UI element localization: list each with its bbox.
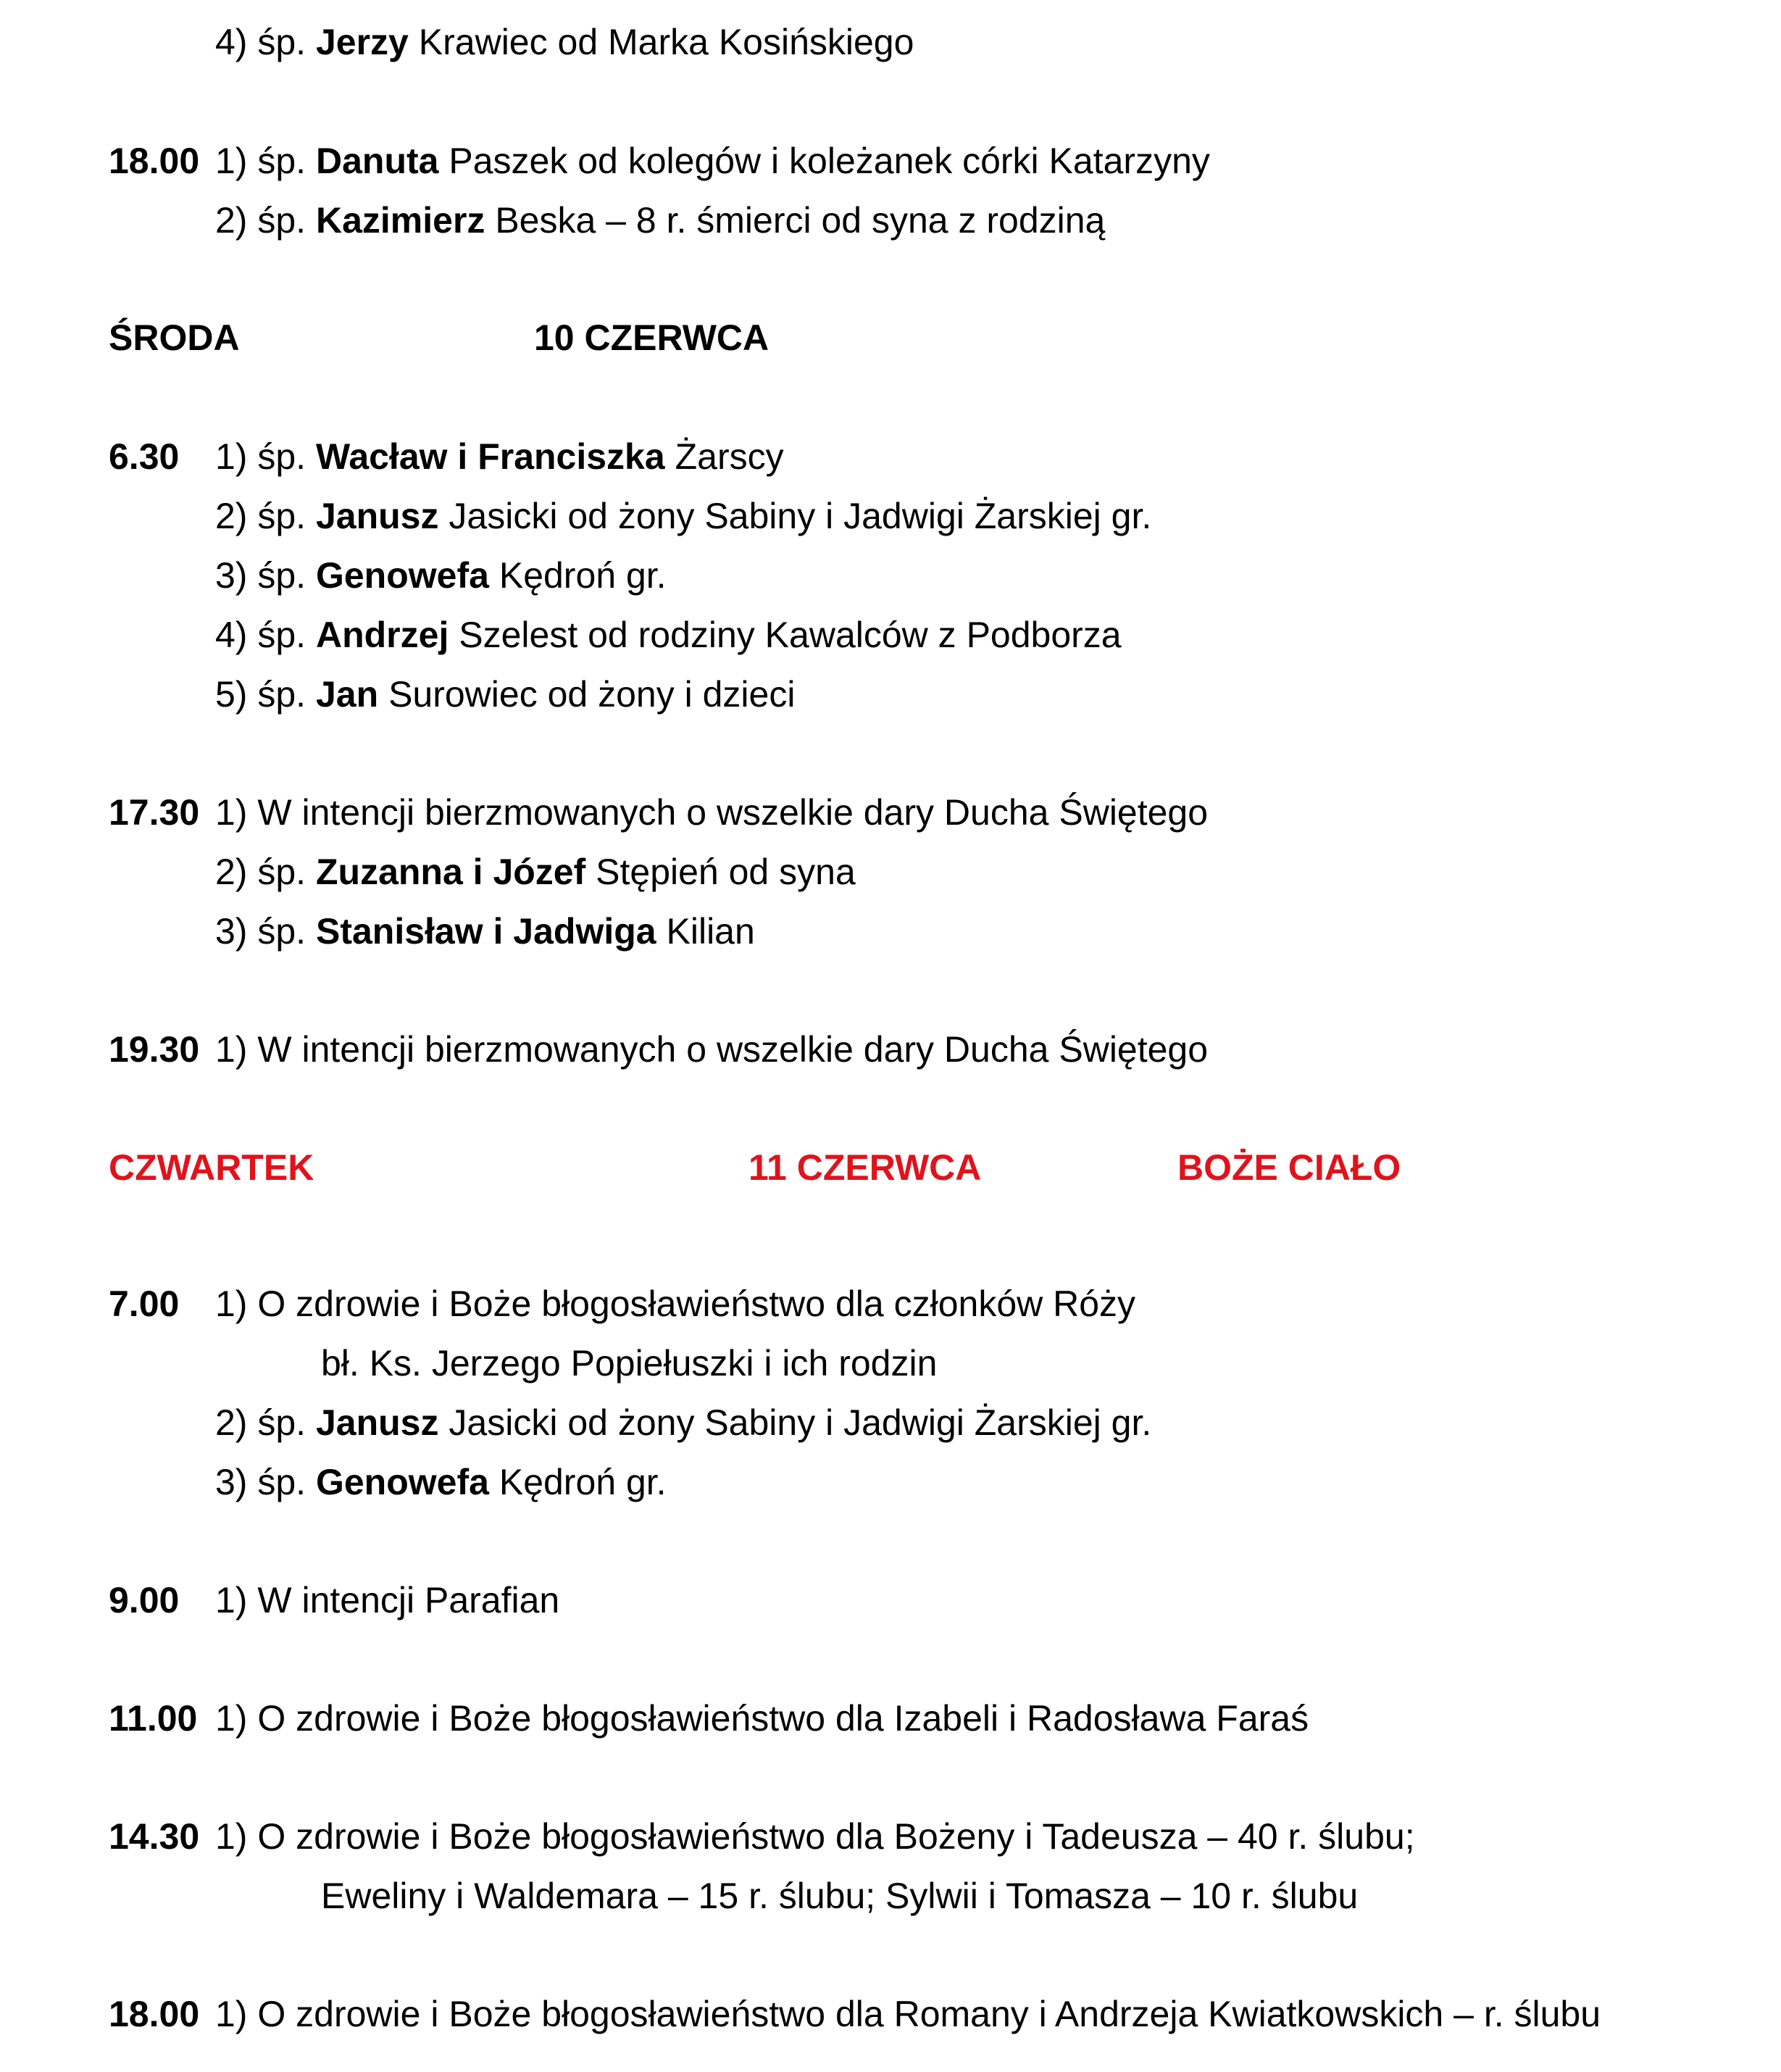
intention-line: 3) śp. Genowefa Kędroń gr. (215, 555, 667, 596)
intention-line: 1) O zdrowie i Boże błogosławieństwo dla Romany i Andrzeja Kwiatkowskich – r. ślubu (215, 1994, 1601, 2034)
intention-line: 4) śp. Andrzej Szelest od rodziny Kawalców z Podborza (215, 615, 1122, 655)
mass-time: 18.00 (109, 1994, 200, 2034)
intention-line: 1) O zdrowie i Boże błogosławieństwo dla Bożeny i Tadeusza – 40 r. ślubu; (215, 1816, 1415, 1857)
mass-time: 17.30 (109, 792, 200, 833)
date-heading: 10 CZERWCA (534, 317, 769, 358)
intention-line: 2) śp. Kazimierz Beska – 8 r. śmierci od syna z rodziną (215, 200, 1106, 241)
intention-line: 1) śp. Danuta Paszek od kolegów i koleżanek córki Katarzyny (215, 141, 1210, 181)
mass-time: 14.30 (109, 1816, 200, 1857)
day-heading: CZWARTEK (109, 1147, 314, 1188)
intention-line: 1) śp. Wacław i Franciszka Żarscy (215, 436, 784, 477)
intention-line: 1) W intencji bierzmowanych o wszelkie dary Ducha Świętego (215, 1029, 1209, 1070)
intention-line: 2) śp. Janusz Jasicki od żony Sabiny i Jadwigi Żarskiej gr. (215, 496, 1152, 536)
mass-time: 9.00 (109, 1580, 180, 1620)
feast-heading: BOŻE CIAŁO (1177, 1147, 1401, 1188)
intention-line: 1) O zdrowie i Boże błogosławieństwo dla Izabeli i Radosława Faraś (215, 1698, 1309, 1739)
date-heading: 11 CZERWCA (748, 1147, 982, 1188)
mass-time: 7.00 (109, 1283, 180, 1324)
day-heading: ŚRODA (109, 317, 240, 358)
intention-line: 2) śp. Janusz Jasicki od żony Sabiny i Jadwigi Żarskiej gr. (215, 1402, 1152, 1443)
mass-time: 18.00 (109, 141, 200, 181)
intention-line: 1) W intencji bierzmowanych o wszelkie dary Ducha Świętego (215, 792, 1209, 833)
intention-line: 4) śp. Jerzy Krawiec od Marka Kosińskiego (215, 22, 914, 62)
intention-line: 3) śp. Genowefa Kędroń gr. (215, 1462, 667, 1502)
intention-line: 1) O zdrowie i Boże błogosławieństwo dla członków Róży (215, 1283, 1136, 1324)
mass-time: 11.00 (109, 1698, 198, 1739)
intention-continuation: bł. Ks. Jerzego Popiełuszki i ich rodzin (321, 1343, 938, 1384)
intention-line: 5) śp. Jan Surowiec od żony i dzieci (215, 674, 796, 715)
mass-time: 6.30 (109, 436, 180, 477)
intention-line: 1) W intencji Parafian (215, 1580, 560, 1620)
mass-time: 19.30 (109, 1029, 200, 1070)
intention-line: 2) śp. Zuzanna i Józef Stępień od syna (215, 852, 856, 892)
intention-continuation: Eweliny i Waldemara – 15 r. ślubu; Sylwii i Tomasza – 10 r. ślubu (321, 1876, 1359, 1916)
intention-line: 3) śp. Stanisław i Jadwiga Kilian (215, 911, 755, 952)
